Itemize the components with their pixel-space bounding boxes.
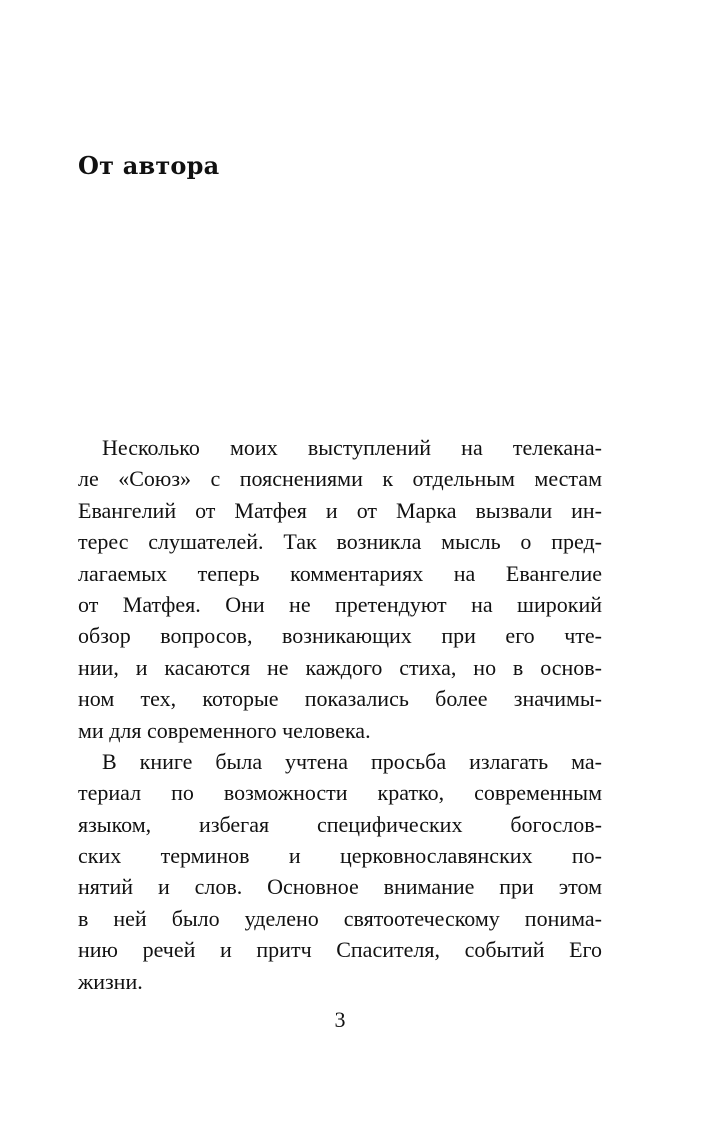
text-line: от Матфея. Они не претендуют на широкий (78, 591, 602, 617)
text-line: ми для современного человека. (78, 717, 371, 743)
body-text (78, 432, 602, 997)
text-line: В книге была учтена просьба излагать ма- (102, 748, 602, 774)
chapter-heading: От автора (78, 151, 220, 180)
paragraph-1 (78, 432, 602, 746)
text-line: жизни. (78, 968, 143, 994)
text-line: лагаемых теперь комментариях на Евангелие (78, 560, 602, 586)
text-line: нятий и слов. Основное внимание при этом (78, 874, 602, 900)
page-number: 3 (334, 1007, 346, 1032)
text-line: Евангелий от Матфея и от Марка вызвали ин- (78, 497, 602, 523)
text-line: ских терминов и церковнославянских по- (78, 843, 602, 869)
text-line: нию речей и притч Спасителя, событий Его (78, 937, 602, 963)
paragraph-2 (78, 746, 602, 997)
text-line: языком, избегая специфических богослов- (78, 811, 602, 837)
text-line: Несколько моих выступлений на телекана- (102, 435, 602, 460)
text-line: ле «Союз» с пояснениями к отдельным местам (78, 466, 602, 492)
text-line: обзор вопросов, возникающих при его чте- (78, 623, 602, 649)
text-line: в ней было уделено святоотеческому понима- (78, 905, 602, 931)
text-line: нии, и касаются не каждого стиха, но в основ- (78, 654, 602, 680)
text-line: ном тех, которые показались более значимы- (78, 686, 602, 712)
text-line: териал по возможности кратко, современным (78, 780, 602, 806)
text-line: терес слушателей. Так возникла мысль о пред- (78, 529, 602, 555)
